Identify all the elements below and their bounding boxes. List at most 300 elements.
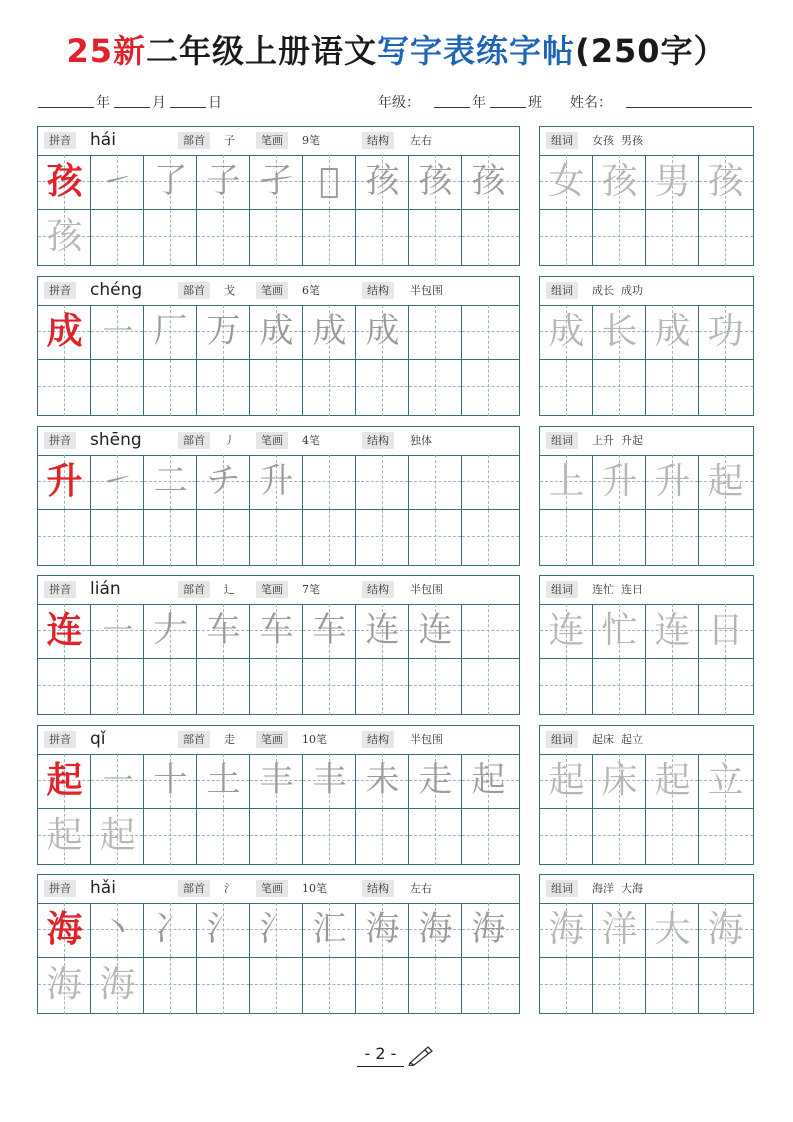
radical-value: 戈 [224, 284, 235, 297]
grid-cell[interactable] [197, 903, 250, 958]
radical-tag: 部首 [178, 581, 210, 598]
word-character [699, 958, 752, 1011]
stroke-step: 丰 [259, 760, 294, 800]
words-value: 成长 成功 [592, 284, 643, 297]
grid-cell[interactable] [409, 903, 462, 958]
grid-cell[interactable] [356, 754, 409, 809]
grid-cell[interactable] [540, 360, 593, 416]
grid-cell[interactable] [303, 659, 356, 715]
grid-cell[interactable] [462, 659, 519, 715]
grid-cell[interactable] [144, 903, 197, 958]
words-value: 起床 起立 [592, 733, 643, 746]
grid-cell[interactable] [462, 510, 519, 566]
word-character: 立 [707, 760, 744, 801]
grid-cell[interactable] [409, 754, 462, 809]
word-character: 连 [548, 610, 585, 651]
grid-cell[interactable] [250, 510, 303, 566]
grid-cell[interactable] [409, 455, 462, 510]
trace-character [144, 659, 197, 712]
grid-cell[interactable] [356, 210, 409, 266]
stroke-step: 海 [365, 909, 400, 949]
structure-value: 左右 [410, 882, 432, 895]
trace-character [144, 809, 197, 862]
grid-cell[interactable] [303, 604, 356, 659]
stroke-step: 车 [259, 610, 294, 650]
stroke-step [462, 305, 515, 358]
stroke-step: 汇 [312, 909, 347, 949]
grid-cell[interactable] [646, 604, 699, 659]
radical-value: 丿 [224, 434, 235, 447]
grid-cell[interactable] [303, 809, 356, 865]
grid-cell[interactable] [699, 903, 753, 958]
grid-cell[interactable] [91, 210, 144, 266]
trace-character [144, 360, 197, 413]
name-blank[interactable] [626, 107, 752, 108]
grid-cell[interactable] [699, 754, 753, 809]
stroke-step: 升 [259, 461, 294, 501]
grid-cell[interactable] [462, 903, 519, 958]
words-panel [539, 874, 754, 1014]
stroke-step [409, 305, 462, 358]
stroke-step: 氵 [206, 909, 241, 949]
title-blue: 写字表练字帖 [377, 32, 576, 70]
grid-cell[interactable] [303, 155, 356, 210]
grid-cell[interactable] [250, 903, 303, 958]
grid-cell[interactable] [91, 659, 144, 715]
word-character: 上 [548, 461, 585, 502]
pinyin-value: hǎi [90, 878, 116, 898]
grid-cell[interactable] [462, 360, 519, 416]
radical-value: 氵 [224, 882, 235, 895]
strokes-tag: 笔画 [256, 880, 288, 897]
grid-cell[interactable] [540, 604, 593, 659]
grid-cell[interactable] [593, 754, 646, 809]
grid-cell[interactable] [197, 510, 250, 566]
grid-cell[interactable] [699, 455, 753, 510]
stroke-step: 孩 [471, 161, 506, 201]
grid-cell[interactable] [646, 210, 699, 266]
grid-cell[interactable] [144, 455, 197, 510]
grid-cell[interactable] [540, 305, 593, 360]
word-character [540, 210, 593, 263]
grid-cell[interactable] [593, 210, 646, 266]
words-header [540, 277, 753, 306]
stroke-step: ㇐ [100, 311, 135, 351]
grid-cell[interactable] [409, 210, 462, 266]
grid-cell[interactable] [646, 305, 699, 360]
grid-cell[interactable] [303, 903, 356, 958]
grid-cell[interactable] [646, 809, 699, 865]
grid-cell[interactable] [462, 604, 519, 659]
grid-cell[interactable] [91, 305, 144, 360]
grid-cell[interactable] [144, 958, 197, 1014]
grid-cell[interactable] [409, 510, 462, 566]
grid-cell[interactable] [38, 958, 91, 1014]
grid-cell[interactable] [144, 659, 197, 715]
grid-cell[interactable] [409, 809, 462, 865]
grid-cell[interactable] [197, 305, 250, 360]
structure-value: 独体 [410, 434, 432, 447]
grid-cell[interactable] [409, 305, 462, 360]
grid-cell[interactable] [356, 903, 409, 958]
words-tag: 组词 [546, 581, 578, 598]
grid-cell[interactable] [540, 210, 593, 266]
structure-tag: 结构 [362, 581, 394, 598]
grid-cell[interactable] [699, 210, 753, 266]
info-header [38, 127, 519, 156]
grid-cell[interactable] [593, 155, 646, 210]
grid-cell[interactable] [303, 754, 356, 809]
day-label: 日 [208, 95, 222, 111]
trace-character [409, 809, 462, 862]
grid-cell[interactable] [197, 360, 250, 416]
grid-cell[interactable] [593, 360, 646, 416]
strokes-tag: 笔画 [256, 282, 288, 299]
grid-cell[interactable] [646, 903, 699, 958]
trace-character [91, 360, 144, 413]
grid-cell[interactable] [356, 604, 409, 659]
word-character: 成 [654, 311, 691, 352]
grid-cell[interactable] [699, 809, 753, 865]
grid-cell[interactable] [144, 754, 197, 809]
stroke-step: 𡤼 [319, 161, 340, 201]
word-character: 孩 [601, 161, 638, 202]
stroke-step: 车 [206, 610, 241, 650]
grid-cell[interactable] [356, 305, 409, 360]
trace-character [356, 659, 409, 712]
grid-cell[interactable] [38, 305, 91, 360]
structure-tag: 结构 [362, 282, 394, 299]
trace-character [91, 210, 144, 263]
page-number: - 2 - [357, 1044, 405, 1067]
word-character: 成 [548, 311, 585, 352]
grid-cell[interactable] [462, 455, 519, 510]
grid-cell[interactable] [699, 659, 753, 715]
grid-cell[interactable] [38, 455, 91, 510]
pinyin-tag: 拼音 [44, 880, 76, 897]
character-block [0, 276, 793, 416]
grid-cell[interactable] [197, 604, 250, 659]
title-red: 25新 [66, 32, 147, 70]
grid-cell[interactable] [91, 510, 144, 566]
grid-cell[interactable] [646, 754, 699, 809]
grid-cell[interactable] [303, 958, 356, 1014]
trace-character [462, 210, 515, 263]
grid-cell[interactable] [540, 754, 593, 809]
grid-cell[interactable] [38, 210, 91, 266]
stroke-step: 𠂇 [153, 610, 188, 650]
grid-cell[interactable] [250, 455, 303, 510]
grid-cell[interactable] [38, 510, 91, 566]
grid-cell[interactable] [646, 659, 699, 715]
structure-value: 半包围 [410, 583, 443, 596]
page-footer [0, 1042, 793, 1067]
grid-cell[interactable] [356, 809, 409, 865]
grid-cell[interactable] [646, 958, 699, 1014]
grid-cell[interactable] [91, 360, 144, 416]
grid-cell[interactable] [197, 754, 250, 809]
pinyin-tag: 拼音 [44, 731, 76, 748]
trace-character [462, 659, 515, 712]
trace-character: 海 [46, 964, 83, 1005]
month-blank[interactable] [114, 107, 150, 108]
grid-cell[interactable] [699, 155, 753, 210]
words-panel [539, 575, 754, 715]
structure-tag: 结构 [362, 432, 394, 449]
word-character: 床 [601, 760, 638, 801]
grid-cell[interactable] [593, 809, 646, 865]
grid-cell[interactable] [144, 604, 197, 659]
pinyin-value: lián [90, 579, 121, 599]
info-header [38, 726, 519, 755]
grid-cell[interactable] [197, 659, 250, 715]
word-character: 大 [654, 909, 691, 950]
practice-panel [37, 276, 520, 416]
stroke-step: 海 [418, 909, 453, 949]
year-blank[interactable] [38, 107, 94, 108]
grid-cell[interactable] [250, 754, 303, 809]
words-value: 女孩 男孩 [592, 134, 643, 147]
grid-cell[interactable] [462, 754, 519, 809]
grid-cell[interactable] [540, 659, 593, 715]
grid-cell[interactable] [91, 903, 144, 958]
grid-cell[interactable] [38, 155, 91, 210]
character-block [0, 575, 793, 715]
grid-cell[interactable] [250, 305, 303, 360]
grid-cell[interactable] [197, 155, 250, 210]
grid-cell[interactable] [38, 809, 91, 865]
grid-cell[interactable] [38, 659, 91, 715]
grid-cell[interactable] [91, 809, 144, 865]
pinyin-value: shēng [90, 430, 142, 450]
grid-cell[interactable] [250, 958, 303, 1014]
stroke-step: ㇀ [100, 161, 135, 201]
info-header [38, 427, 519, 456]
trace-character [197, 809, 250, 862]
word-character [699, 659, 752, 712]
trace-character [250, 360, 303, 413]
radical-tag: 部首 [178, 282, 210, 299]
trace-character [356, 809, 409, 862]
trace-character [356, 510, 409, 563]
stroke-step: 二 [153, 461, 188, 501]
grid-cell[interactable] [356, 510, 409, 566]
stroke-step: 丰 [312, 760, 347, 800]
grid-cell[interactable] [38, 754, 91, 809]
grid-cell[interactable] [540, 958, 593, 1014]
word-character [699, 210, 752, 263]
grid-cell[interactable] [699, 604, 753, 659]
grid-cell[interactable] [540, 809, 593, 865]
grid-cell[interactable] [144, 155, 197, 210]
grid-cell[interactable] [250, 210, 303, 266]
grid-cell[interactable] [144, 360, 197, 416]
grid-cell[interactable] [646, 360, 699, 416]
grid-cell[interactable] [144, 210, 197, 266]
info-header [38, 277, 519, 306]
grid-cell[interactable] [38, 903, 91, 958]
grade-blank[interactable] [434, 107, 470, 108]
class-label: 班 [528, 95, 542, 111]
grid-cell[interactable] [250, 360, 303, 416]
strokes-value: 6笔 [302, 284, 320, 297]
grid-cell[interactable] [646, 455, 699, 510]
grid-cell[interactable] [38, 360, 91, 416]
word-character [646, 659, 699, 712]
word-character: 连 [654, 610, 691, 651]
word-character: 日 [707, 610, 744, 651]
word-character [646, 510, 699, 563]
word-character [699, 809, 752, 862]
grid-cell[interactable] [699, 305, 753, 360]
word-character [593, 360, 646, 413]
stroke-step: 了 [153, 161, 188, 201]
grid-cell[interactable] [462, 958, 519, 1014]
grid-cell[interactable] [91, 604, 144, 659]
grid-cell[interactable] [38, 604, 91, 659]
word-character [540, 510, 593, 563]
practice-panel [37, 575, 520, 715]
grid-cell[interactable] [250, 604, 303, 659]
word-character: 男 [654, 161, 691, 202]
grid-cell[interactable] [646, 510, 699, 566]
grid-cell[interactable] [540, 455, 593, 510]
trace-character [144, 510, 197, 563]
info-header [38, 875, 519, 904]
grid-cell[interactable] [303, 360, 356, 416]
grid-cell[interactable] [462, 809, 519, 865]
trace-character [197, 958, 250, 1011]
grid-cell[interactable] [356, 455, 409, 510]
grid-cell[interactable] [303, 305, 356, 360]
grid-cell[interactable] [250, 659, 303, 715]
strokes-value: 10笔 [302, 882, 327, 895]
grid-cell[interactable] [646, 155, 699, 210]
grid-cell[interactable] [303, 455, 356, 510]
grid-cell[interactable] [593, 958, 646, 1014]
grid-cell[interactable] [91, 754, 144, 809]
trace-character [409, 360, 462, 413]
structure-value: 半包围 [410, 284, 443, 297]
grid-cell[interactable] [409, 958, 462, 1014]
grid-cell[interactable] [197, 455, 250, 510]
day-blank[interactable] [170, 107, 206, 108]
grid-cell[interactable] [409, 155, 462, 210]
title-count: (250字） [575, 32, 727, 70]
grid-cell[interactable] [197, 958, 250, 1014]
structure-tag: 结构 [362, 731, 394, 748]
radical-tag: 部首 [178, 132, 210, 149]
grid-cell[interactable] [356, 659, 409, 715]
grid-cell[interactable] [409, 360, 462, 416]
word-character: 长 [601, 311, 638, 352]
year-label: 年 [96, 95, 110, 111]
character-block [0, 725, 793, 865]
grid-cell[interactable] [593, 305, 646, 360]
grid-cell[interactable] [303, 210, 356, 266]
word-character [646, 958, 699, 1011]
word-character [646, 210, 699, 263]
grid-cell[interactable] [593, 659, 646, 715]
radical-value: 走 [224, 733, 235, 746]
word-character: 升 [654, 461, 691, 502]
grid-cell[interactable] [699, 360, 753, 416]
trace-character [197, 659, 250, 712]
pen-icon [406, 1042, 436, 1066]
grid-cell[interactable] [303, 510, 356, 566]
grid-cell[interactable] [462, 305, 519, 360]
grid-cell[interactable] [409, 659, 462, 715]
grid-cell[interactable] [593, 510, 646, 566]
model-character: 成 [46, 310, 83, 352]
grid-cell[interactable] [197, 809, 250, 865]
class-blank[interactable] [490, 107, 526, 108]
grid-cell[interactable] [91, 958, 144, 1014]
grid-cell[interactable] [540, 510, 593, 566]
grid-cell[interactable] [356, 958, 409, 1014]
grid-cell[interactable] [91, 455, 144, 510]
grid-cell[interactable] [250, 155, 303, 210]
grid-cell[interactable] [462, 155, 519, 210]
trace-character [38, 360, 91, 413]
stroke-step: ㇐ [100, 760, 135, 800]
trace-character: 起 [99, 815, 136, 856]
grid-cell[interactable] [356, 155, 409, 210]
trace-character [409, 210, 462, 263]
trace-character [144, 210, 197, 263]
model-character: 海 [46, 908, 83, 950]
grid-cell[interactable] [593, 903, 646, 958]
word-character [646, 360, 699, 413]
word-character [593, 210, 646, 263]
grid-cell[interactable] [699, 958, 753, 1014]
grid-cell[interactable] [593, 455, 646, 510]
words-tag: 组词 [546, 731, 578, 748]
word-character [699, 510, 752, 563]
practice-panel [37, 874, 520, 1014]
grid-cell[interactable] [144, 510, 197, 566]
strokes-value: 9笔 [302, 134, 320, 147]
trace-character [38, 659, 91, 712]
trace-character [91, 510, 144, 563]
trace-character [250, 510, 303, 563]
grade-label: 年级： [378, 95, 420, 111]
stroke-step: ㇀ [100, 461, 135, 501]
grid-cell[interactable] [462, 210, 519, 266]
grid-cell[interactable] [409, 604, 462, 659]
grid-cell[interactable] [540, 903, 593, 958]
grid-cell[interactable] [699, 510, 753, 566]
grid-cell[interactable] [144, 809, 197, 865]
grid-cell[interactable] [197, 210, 250, 266]
grid-cell[interactable] [91, 155, 144, 210]
word-character: 忙 [601, 610, 638, 651]
strokes-tag: 笔画 [256, 581, 288, 598]
grid-cell[interactable] [144, 305, 197, 360]
practice-panel [37, 725, 520, 865]
grid-cell[interactable] [250, 809, 303, 865]
grid-cell[interactable] [593, 604, 646, 659]
grid-cell[interactable] [356, 360, 409, 416]
stroke-step: 走 [418, 760, 453, 800]
trace-character [303, 360, 356, 413]
trace-character [356, 958, 409, 1011]
grid-cell[interactable] [540, 155, 593, 210]
trace-character [409, 958, 462, 1011]
stroke-step [462, 604, 515, 657]
words-tag: 组词 [546, 282, 578, 299]
trace-character [250, 659, 303, 712]
